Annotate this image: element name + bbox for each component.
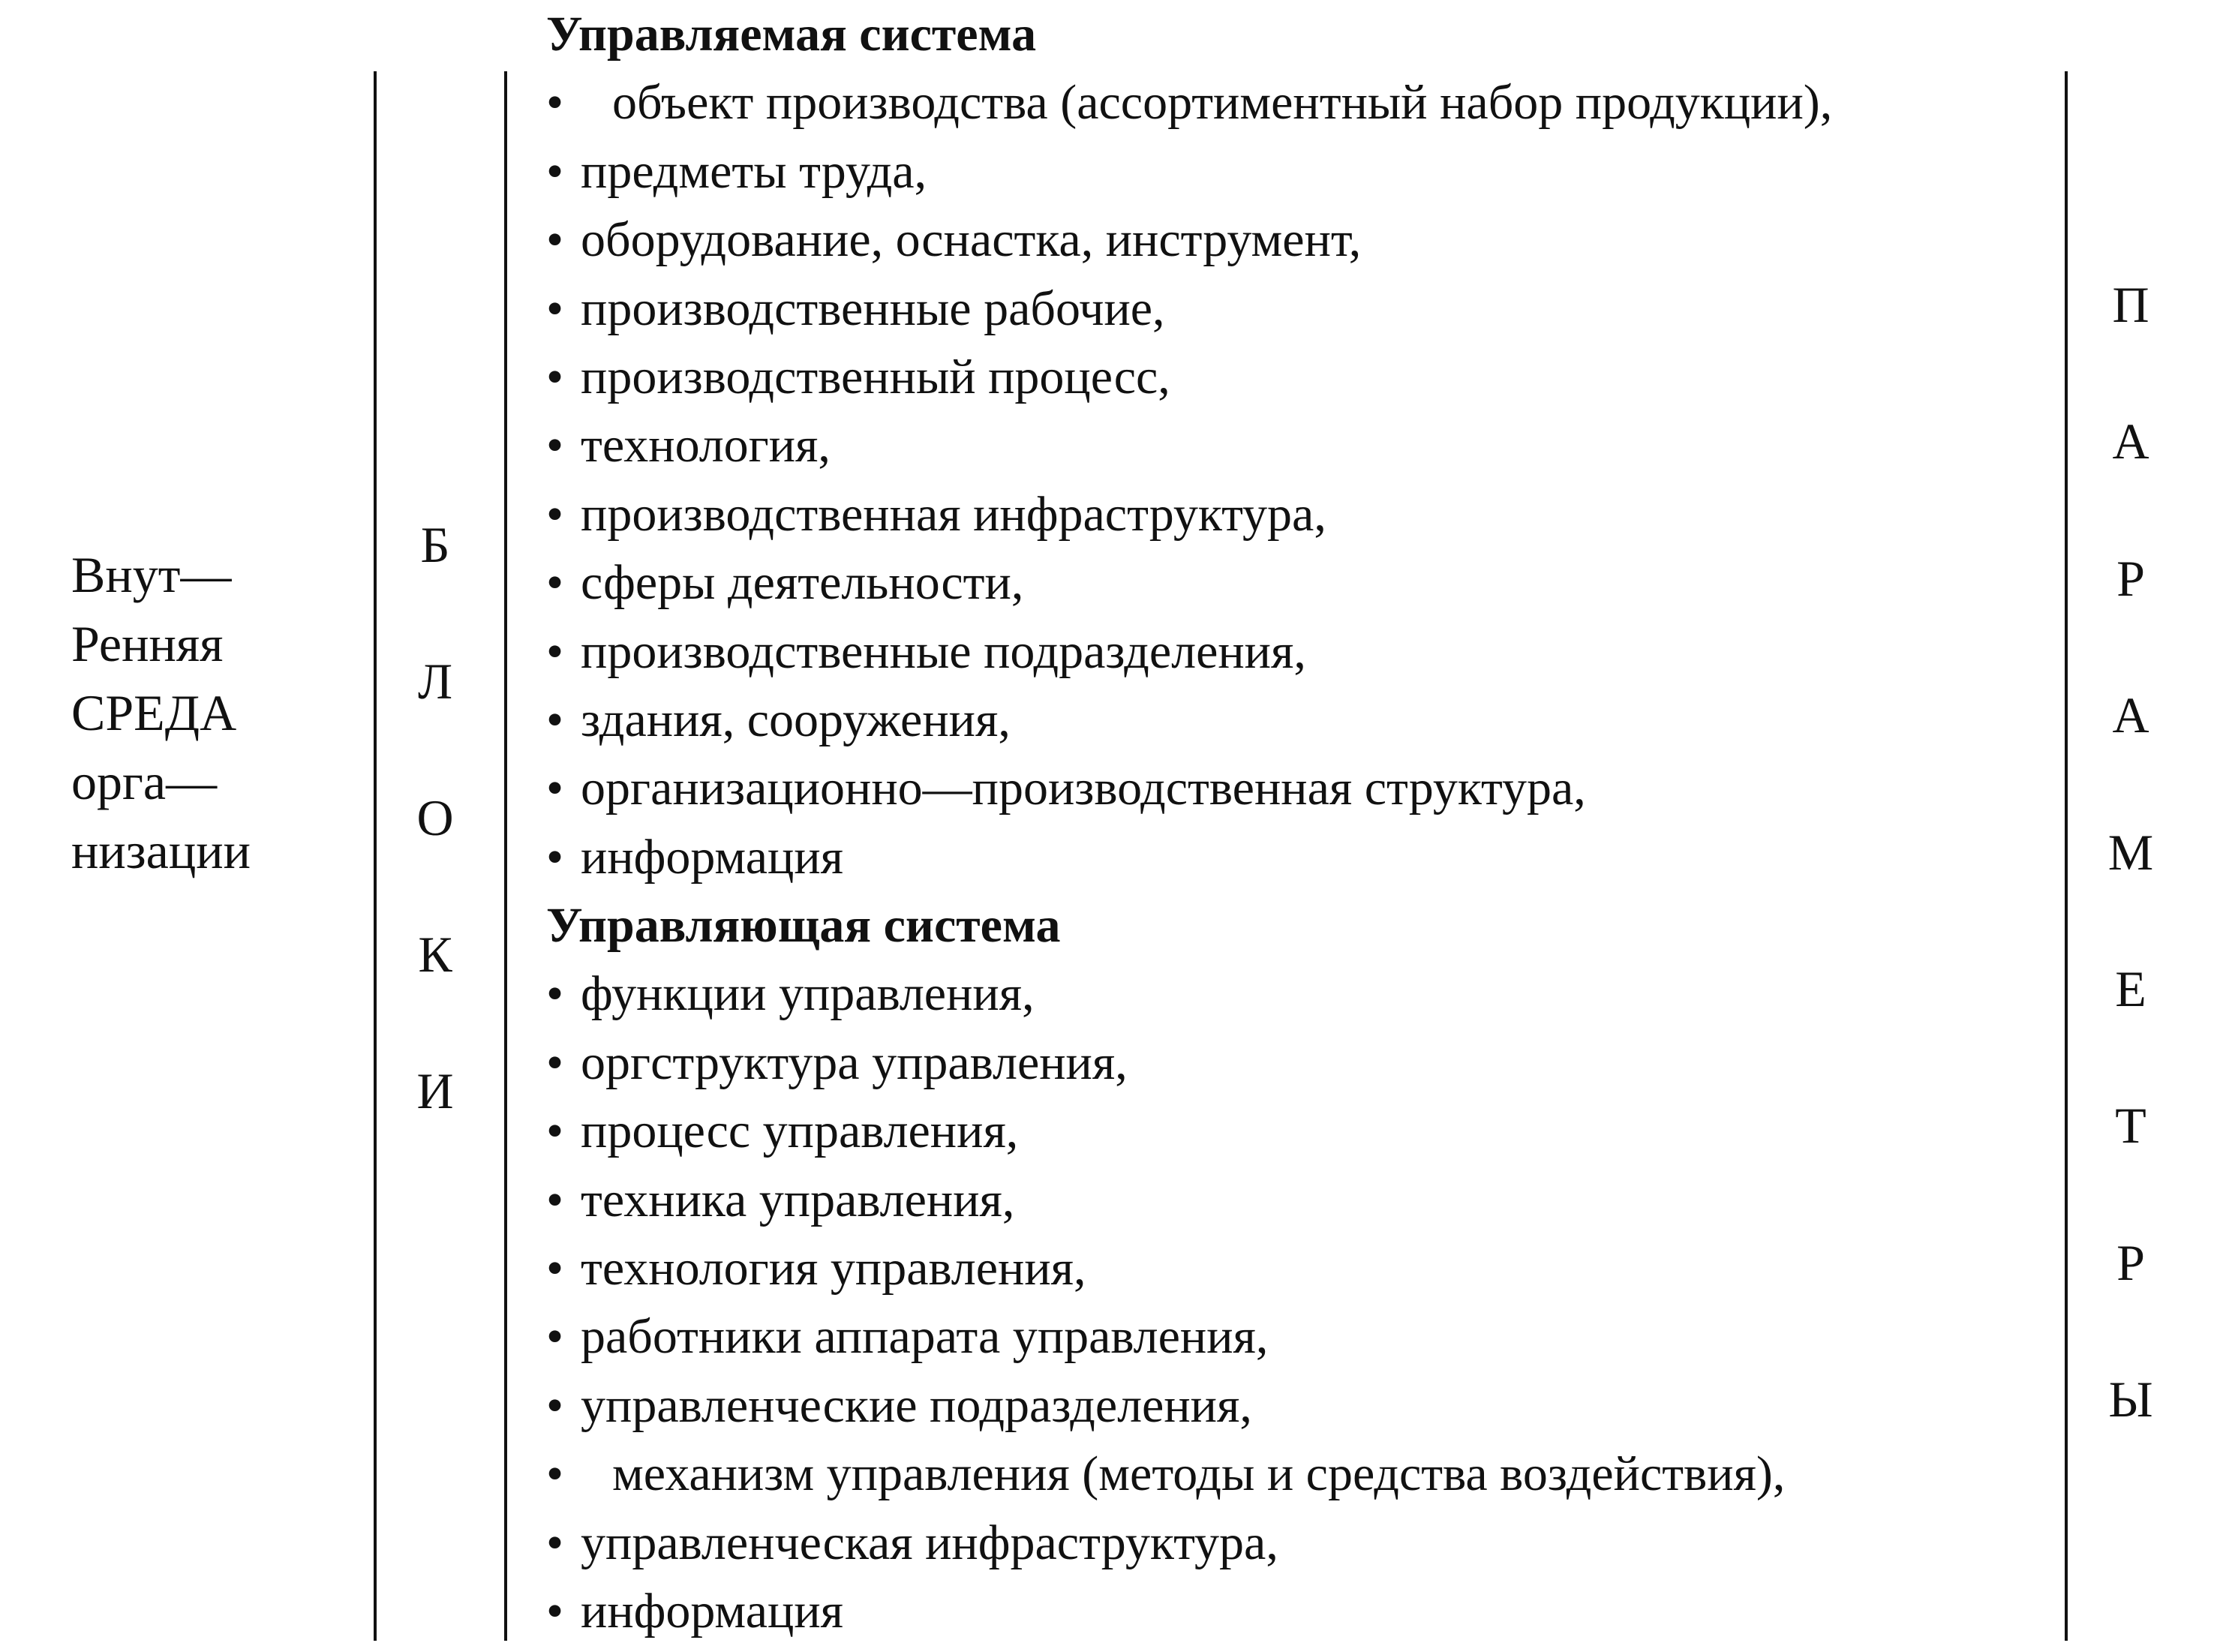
list-item — [546, 754, 2047, 822]
parameters-letter: Е — [2115, 960, 2146, 1017]
internal-environment-label — [71, 540, 319, 885]
parameters-letter: Т — [2115, 1097, 2146, 1155]
list-item — [546, 1371, 2047, 1440]
list-item-text: функции управления, — [581, 966, 1035, 1022]
bullet-icon: • — [546, 1515, 564, 1570]
list-item-text: процесс управления, — [581, 1104, 1019, 1159]
list-item-text: технология, — [581, 418, 831, 473]
bullet-icon: • — [546, 1309, 564, 1365]
blocks-letter: И — [416, 1062, 454, 1119]
list-item — [546, 1577, 2047, 1645]
blocks-letter: О — [416, 789, 454, 846]
bullet-icon: • — [546, 349, 564, 404]
list-item — [546, 480, 2047, 548]
list-item-text: производственный процесс, — [581, 349, 1170, 404]
list-item — [546, 206, 2047, 274]
list-item-text: информация — [581, 829, 844, 885]
bullet-icon: • — [546, 1446, 564, 1502]
parameters-letter: Р — [2116, 1233, 2145, 1291]
list-item-text: управленческие подразделения, — [581, 1377, 1252, 1433]
list-item-text: управленческая инфраструктура, — [581, 1515, 1278, 1570]
list-item — [546, 275, 2047, 343]
env-label-line: орга— — [71, 753, 218, 810]
bullet-icon: • — [546, 486, 564, 542]
bullet-icon: • — [546, 692, 564, 747]
list-item — [546, 1234, 2047, 1302]
bullet-icon: • — [546, 212, 564, 268]
list-item-text: сферы деятельности, — [581, 555, 1024, 611]
bullet-icon: • — [546, 281, 564, 336]
list-item-text: оборудование, оснастка, инструмент, — [581, 212, 1362, 268]
bullet-icon: • — [546, 966, 564, 1022]
divider-line-middle — [504, 71, 507, 1641]
list-item-text: здания, сооружения, — [581, 692, 1011, 747]
blocks-letter: Б — [420, 516, 450, 573]
divider-line-right — [2065, 71, 2068, 1641]
list-item — [546, 1302, 2047, 1371]
env-label-line: Внут— — [71, 546, 232, 603]
systems-list — [546, 0, 2047, 1645]
managed-system-heading: Управляемая система — [546, 7, 1037, 62]
parameters-letter: Р — [2116, 549, 2145, 607]
list-item-text: производственные подразделения, — [581, 623, 1306, 679]
parameters-letter: П — [2112, 276, 2149, 333]
parameters-letter: М — [2107, 823, 2154, 881]
bullet-icon: • — [546, 761, 564, 816]
bullet-icon: • — [546, 1035, 564, 1090]
blocks-letter: Л — [417, 653, 453, 710]
list-item — [546, 960, 2047, 1028]
list-item — [546, 1166, 2047, 1234]
managing-system-heading: Управляющая система — [546, 898, 1061, 954]
divider-line-left — [374, 71, 377, 1641]
list-item-text: предметы труда, — [581, 143, 927, 199]
bullet-icon: • — [546, 1104, 564, 1159]
list-item-text: механизм управления (методы и средства воздействия), — [612, 1446, 1786, 1502]
bullet-icon: • — [546, 1172, 564, 1227]
list-item-text: организационно—производственная структура, — [581, 761, 1586, 816]
list-item — [546, 137, 2047, 206]
list-item — [546, 343, 2047, 411]
list-item — [546, 548, 2047, 617]
parameters-letter: Ы — [2108, 1371, 2153, 1428]
list-item — [546, 617, 2047, 686]
env-label-line: Ренняя — [71, 615, 224, 672]
list-item-text: оргструктура управления, — [581, 1035, 1128, 1090]
list-item-text: технология управления, — [581, 1241, 1086, 1296]
list-item-text: объект производства (ассортиментный набор продукции), — [612, 75, 1833, 131]
blocks-letter: К — [418, 926, 452, 983]
bullet-icon: • — [546, 555, 564, 611]
parameters-letter: А — [2112, 686, 2149, 744]
blocks-vertical-label — [398, 510, 473, 1193]
list-item — [546, 823, 2047, 891]
list-item-text: техника управления, — [581, 1172, 1015, 1227]
bullet-icon: • — [546, 1241, 564, 1296]
list-item — [546, 1097, 2047, 1165]
env-label-line: СРЕДА — [71, 684, 237, 741]
list-item — [546, 1509, 2047, 1577]
bullet-icon: • — [546, 1583, 564, 1638]
bullet-icon: • — [546, 418, 564, 473]
list-item — [546, 68, 2047, 137]
bullet-icon: • — [546, 143, 564, 199]
env-label-line: низации — [71, 822, 251, 879]
parameters-letter: А — [2112, 413, 2149, 470]
list-item — [546, 411, 2047, 479]
parameters-vertical-label — [2086, 270, 2176, 1502]
list-item-text: производственная инфраструктура, — [581, 486, 1326, 542]
bullet-icon: • — [546, 623, 564, 679]
list-item-text: работники аппарата управления, — [581, 1309, 1269, 1365]
list-item-text: производственные рабочие, — [581, 281, 1165, 336]
list-item-text: информация — [581, 1583, 844, 1638]
bullet-icon: • — [546, 75, 564, 131]
list-item — [546, 1029, 2047, 1097]
bullet-icon: • — [546, 829, 564, 885]
list-item — [546, 1440, 2047, 1508]
list-item — [546, 686, 2047, 754]
bullet-icon: • — [546, 1377, 564, 1433]
